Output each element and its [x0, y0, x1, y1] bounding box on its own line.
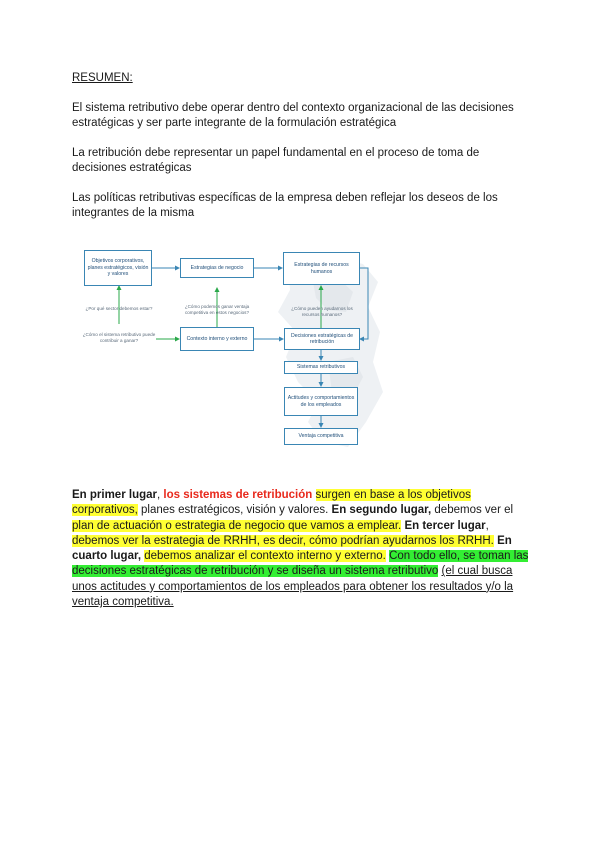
note-sector: ¿Por qué sector debemos estar?: [85, 306, 153, 311]
summary-highlight-yellow: plan de actuación o estrategia de negocio que vamos a emplear.: [72, 519, 402, 532]
box-objetivos: Objetivos corporativos, planes estratégicos, visión y valores: [84, 250, 152, 286]
summary-third: En tercer lugar: [404, 519, 486, 532]
summary-text: planes estratégicos, visión y valores.: [137, 504, 332, 517]
section-heading: RESUMEN:: [72, 72, 133, 84]
summary-highlight-red: los sistemas de retribución: [163, 489, 313, 501]
summary-underlined: (el cual busca unos actitudes y comportamientos de los empleados para obtener los resultados y/o la ventaja competitiva.: [72, 565, 514, 609]
summary-paragraph: [72, 488, 534, 610]
box-sistemas: Sistemas retributivos: [284, 361, 358, 374]
paragraph-1: El sistema retributivo debe operar dentro del contexto organizacional de las decisiones estratégicas y ser parte integrante de la formulación estratégica: [72, 102, 514, 129]
summary-text: debemos ver el: [431, 504, 514, 517]
summary-second: En segundo lugar,: [331, 504, 432, 517]
summary-highlight-green: Con todo ello, se toman las decisiones estratégicas de retribución y se diseña un sistema retributivo: [72, 550, 529, 578]
summary-highlight-yellow: debemos analizar el contexto interno y externo.: [144, 550, 386, 563]
box-estrategias-rrhh: Estrategias de recursos humanos: [283, 252, 360, 285]
summary-highlight-yellow: debemos ver la estrategia de RRHH, es decir, cómo podrían ayudarnos los RRHH.: [72, 534, 494, 547]
box-actitudes: Actitudes y comportamientos de los empleados: [284, 387, 358, 416]
box-contexto: Contexto interno y externo: [180, 327, 254, 351]
summary-highlight-yellow: surgen en base a los objetivos corporativos,: [72, 489, 471, 517]
note-rrhh: ¿Cómo pueden ayudarnos los recursos humanos?: [291, 306, 353, 317]
note-retributivo: ¿Cómo el sistema retributivo puede contribuir a ganar?: [82, 332, 156, 343]
retribution-diagram: [72, 242, 386, 454]
summary-text: ,: [157, 489, 164, 501]
box-decisiones: Decisiones estratégicas de retribución: [284, 328, 360, 350]
paragraph-2: La retribución debe representar un papel fundamental en el proceso de toma de decisiones estratégicas: [72, 147, 480, 174]
summary-first: En primer lugar: [72, 489, 157, 501]
summary-fourth: En cuarto lugar,: [72, 534, 512, 563]
note-ventaja: ¿Cómo podemos ganar ventaja competitiva en estos negocios?: [184, 304, 250, 315]
summary-text: ,: [485, 519, 489, 532]
box-ventaja: Ventaja competitiva: [284, 428, 358, 445]
box-estrategias-negocio: Estrategias de negocio: [180, 258, 254, 278]
paragraph-3: Las políticas retributivas específicas de la empresa deben reflejar los deseos de los integrantes de la misma: [72, 192, 498, 219]
